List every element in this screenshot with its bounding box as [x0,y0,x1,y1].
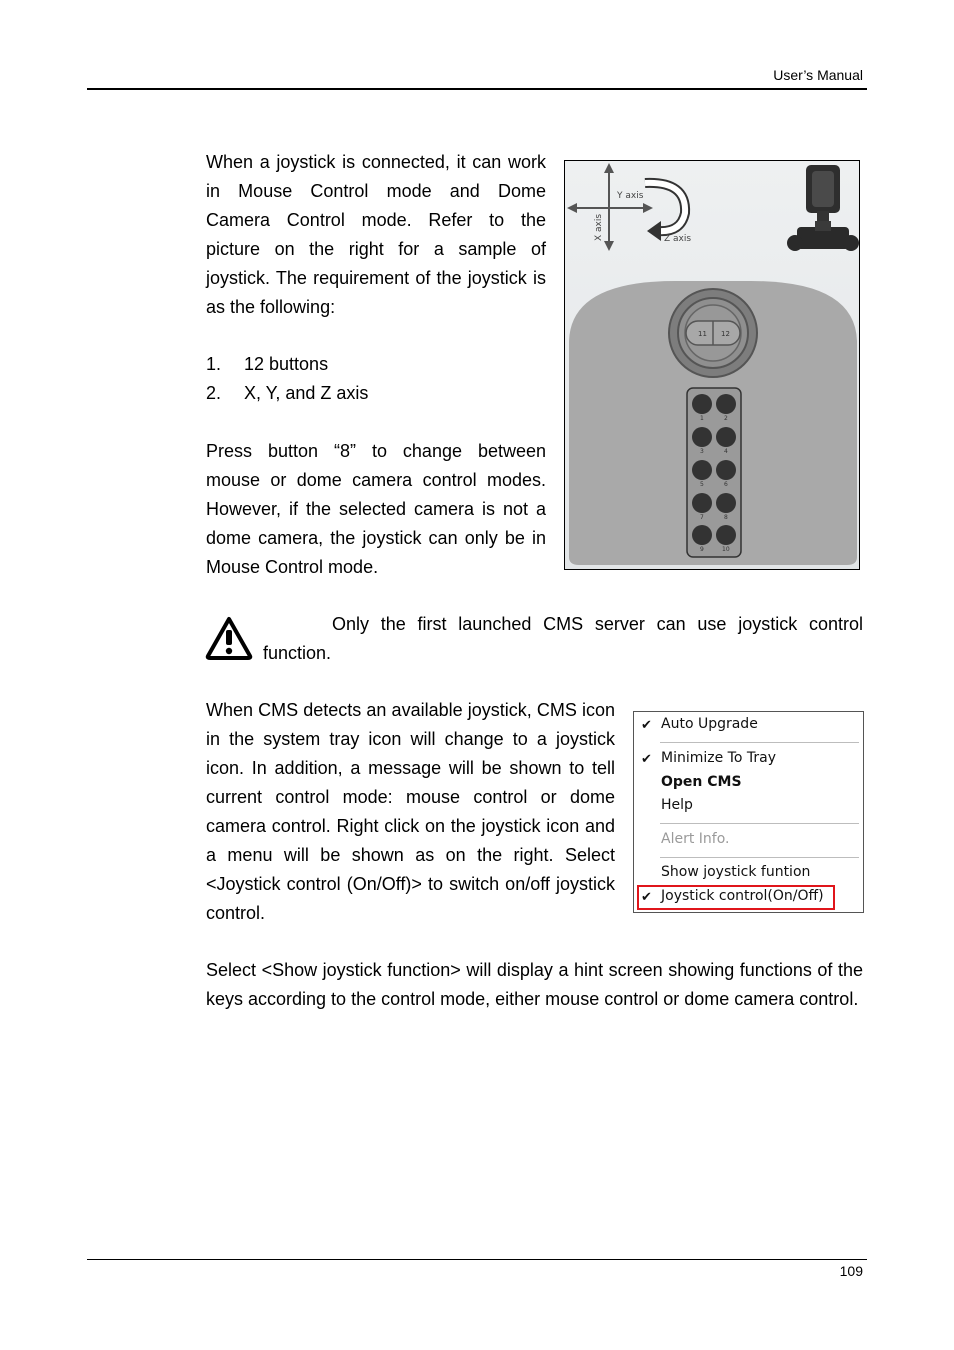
y-axis-label: Y axis [617,191,644,201]
intro-paragraph: When a joystick is connected, it can work in Mouse Control mode and Dome Camera Control mode. Refer to the picture on the right for a sample of joystick. The requirement of the joystick is as the following: [206,152,546,317]
joystick-figure [564,160,860,570]
requirements-list [206,350,368,408]
menu-item-auto-upgrade[interactable]: Auto Upgrade [661,716,758,732]
button-label: 6 [724,481,728,488]
menu-item-joystick-control[interactable]: Joystick control(On/Off) [661,888,824,904]
context-menu [633,711,864,913]
list-item-number: 2. [206,383,222,403]
list-item-text: X, Y, and Z axis [244,383,369,403]
menu-separator [660,823,859,824]
button-panel [687,388,741,557]
button-label: 3 [700,448,704,455]
menu-item-alert-info: Alert Info. [661,831,730,847]
footer-rule [87,1259,867,1260]
joystick-illustration [565,161,860,570]
highlight-box [637,885,835,910]
header-rule [87,88,867,90]
menu-item-minimize-to-tray[interactable]: Minimize To Tray [661,750,776,766]
header-title: User’s Manual [773,67,863,83]
select-paragraph: Select <Show joystick function> will display a hint screen showing functions of the keys according to the control mode, either mouse control or dome camera control. [206,960,863,1009]
button-label: 4 [724,448,728,455]
list-item [206,379,368,408]
list-item [206,350,368,379]
press-button-paragraph: Press button “8” to change between mouse or dome camera control modes. However, if the selected camera is not a dome camera, the joystick can only be in Mouse Control mode. [206,441,546,577]
menu-item-show-joystick-function[interactable]: Show joystick funtion [661,864,811,880]
list-item-text: 12 buttons [244,354,329,374]
list-item-number: 1. [206,354,222,374]
menu-separator [660,742,859,743]
check-icon: ✔ [641,752,652,767]
button-label: 7 [700,514,704,521]
check-icon: ✔ [641,890,652,905]
z-axis-label: Z axis [664,234,692,244]
menu-separator [660,857,859,858]
button-label: 2 [724,415,728,422]
note-text: Only the first launched CMS server can use joystick control function. [263,614,863,663]
button-label: 10 [722,546,730,553]
button-label: 5 [700,481,704,488]
x-axis-label: X axis [594,213,604,241]
button-label: 9 [700,546,704,553]
menu-item-help[interactable]: Help [661,797,693,813]
button-label: 8 [724,514,728,521]
button-label: 1 [700,415,704,422]
joystick-stick-top [669,289,757,377]
menu-item-open-cms[interactable]: Open CMS [661,774,742,790]
check-icon: ✔ [641,718,652,733]
button-label: 12 [721,330,730,338]
button-label: 11 [698,330,707,338]
page-number: 109 [839,1263,863,1279]
cms-paragraph: When CMS detects an available joystick, CMS icon in the system tray icon will change to a joystick icon. In addition, a message will be shown to tell current control mode: mouse control or dome camera control. Right click on the joystick icon and a menu will be shown as on the right. Select <Joystick control (On/Off)> to switch on/off joystick control. [206,700,615,923]
